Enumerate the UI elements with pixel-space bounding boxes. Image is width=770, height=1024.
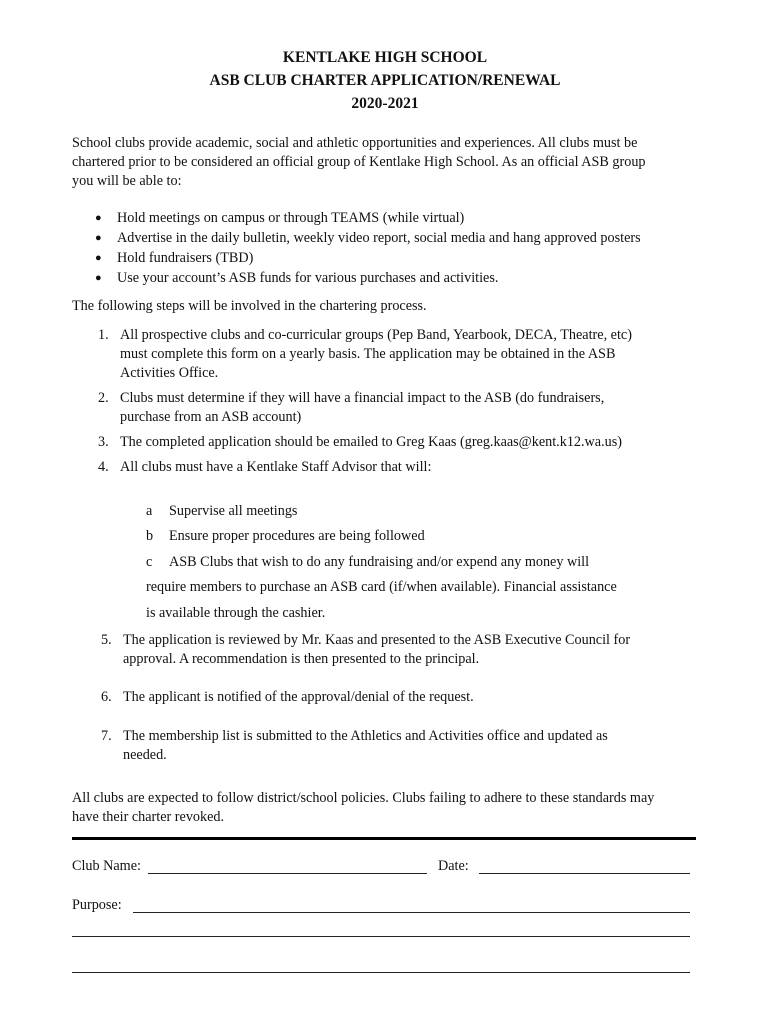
duty-text: ASB Clubs that wish to do any fundraising and/or expend any money will	[169, 554, 590, 570]
school-name: KENTLAKE HIGH SCHOOL	[282, 49, 488, 66]
step-number: 5.	[101, 632, 112, 648]
list-item: Hold meetings on campus or through TEAMS (while virtual)	[117, 210, 465, 226]
step-number: 3.	[98, 434, 109, 450]
duty-letter: b	[146, 528, 154, 544]
steps-intro: The following steps will be involved in the chartering process.	[72, 298, 427, 314]
duty-text: Supervise all meetings	[169, 503, 298, 519]
duty-letter: c	[146, 554, 153, 570]
bullet-icon: ●	[95, 212, 102, 224]
club-name-field[interactable]	[148, 873, 427, 874]
step-line: All prospective clubs and co-curricular groups (Pep Band, Yearbook, DECA, Theatre, etc)	[120, 327, 632, 343]
step-number: 7.	[101, 728, 112, 744]
bullet-icon: ●	[95, 272, 102, 284]
list-item: Hold fundraisers (TBD)	[117, 250, 254, 266]
step-line: Activities Office.	[120, 365, 219, 381]
intro-line: chartered prior to be considered an official group of Kentlake High School. As an official ASB group	[72, 154, 646, 170]
step-line: The application is reviewed by Mr. Kaas and presented to the ASB Executive Council for	[123, 632, 631, 648]
intro-line: School clubs provide academic, social and athletic opportunities and experiences. All clubs must be	[72, 135, 638, 151]
purpose-field-line[interactable]	[72, 936, 690, 937]
policy-line: have their charter revoked.	[72, 809, 225, 825]
duty-text-cont: require members to purchase an ASB card (if/when available). Financial assistance	[146, 579, 617, 595]
list-item: Advertise in the daily bulletin, weekly video report, social media and hang approved posters	[117, 230, 641, 246]
step-number: 6.	[101, 689, 112, 705]
date-field[interactable]	[479, 873, 690, 874]
duty-letter: a	[146, 503, 153, 519]
bullet-icon: ●	[95, 232, 102, 244]
step-line: needed.	[123, 747, 167, 763]
purpose-label: Purpose:	[72, 897, 122, 913]
step-number: 1.	[98, 327, 109, 343]
step-line: Clubs must determine if they will have a financial impact to the ASB (do fundraisers,	[120, 390, 605, 406]
step-line: The membership list is submitted to the Athletics and Activities office and updated as	[123, 728, 608, 744]
purpose-field-line[interactable]	[72, 972, 690, 973]
duty-text: Ensure proper procedures are being followed	[169, 528, 425, 544]
section-divider	[72, 837, 696, 840]
step-line: The completed application should be emailed to Greg Kaas (greg.kaas@kent.k12.wa.us)	[120, 434, 622, 450]
step-line: must complete this form on a yearly basis. The application may be obtained in the ASB	[120, 346, 616, 362]
bullet-icon: ●	[95, 252, 102, 264]
step-number: 4.	[98, 459, 109, 475]
intro-line: you will be able to:	[72, 173, 182, 189]
purpose-field[interactable]	[133, 912, 690, 913]
school-year: 2020-2021	[351, 95, 419, 112]
policy-line: All clubs are expected to follow district/school policies. Clubs failing to adhere to these standards may	[72, 790, 655, 806]
list-item: Use your account’s ASB funds for various purchases and activities.	[117, 270, 499, 286]
duty-text-cont: is available through the cashier.	[146, 605, 326, 621]
step-number: 2.	[98, 390, 109, 406]
date-label: Date:	[438, 858, 469, 874]
step-line: purchase from an ASB account)	[120, 409, 302, 425]
step-line: approval. A recommendation is then presented to the principal.	[123, 651, 480, 667]
step-line: The applicant is notified of the approval/denial of the request.	[123, 689, 474, 705]
club-name-label: Club Name:	[72, 858, 141, 874]
form-title: ASB CLUB CHARTER APPLICATION/RENEWAL	[209, 72, 561, 89]
step-line: All clubs must have a Kentlake Staff Advisor that will:	[120, 459, 432, 475]
